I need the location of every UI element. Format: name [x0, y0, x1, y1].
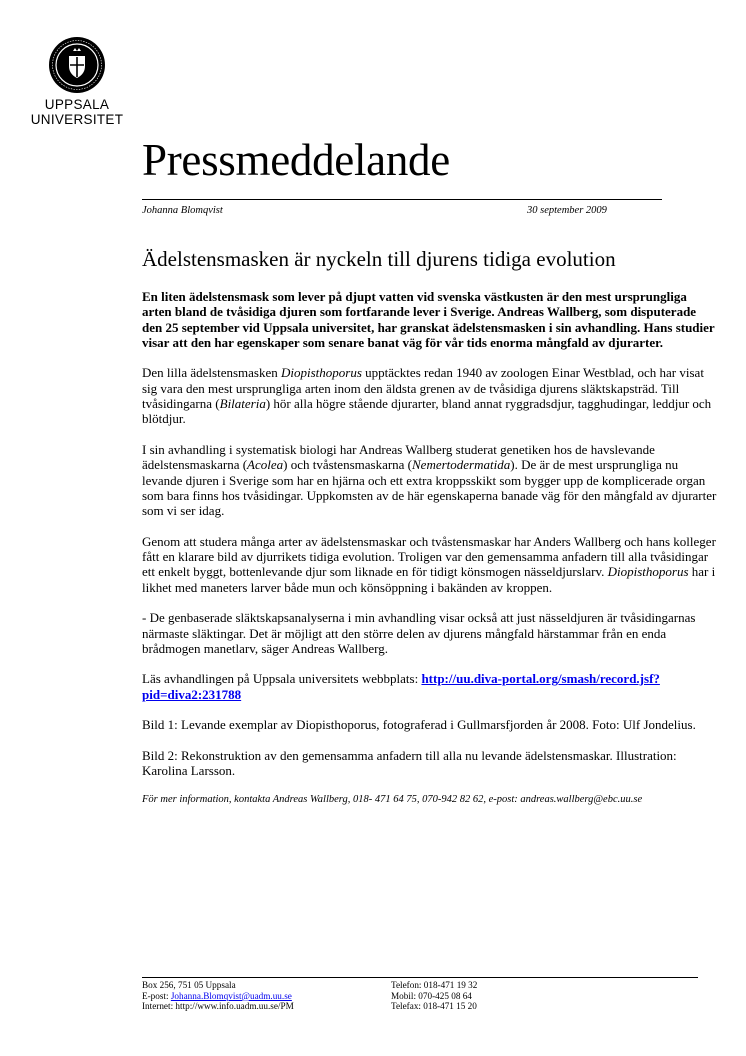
- paragraph-2: [142, 442, 717, 518]
- footer-address: Box 256, 751 05 Uppsala: [142, 980, 236, 990]
- footer-phone: Telefon: 018-471 19 32: [391, 980, 478, 990]
- p1-text-b: upptäcktes redan 1940 av zoologen Einar Westblad, och har visat sig vara den mest ursprungliga arten inom den äldsta grenen av de tvåsidiga djurens släktskapsträd. Till tvåsidingarna (: [142, 365, 704, 412]
- university-seal-icon: [48, 36, 106, 94]
- p2-text-b: ) och tvåstensmaskarna (: [283, 457, 413, 473]
- p2-taxon-1: Acolea: [247, 457, 284, 473]
- p3-text-a: Genom att studera många arter av ädelstensmaskar och tvåstensmaskar har Anders Wallberg och hans kolleger fått en klarare bild av djurrikets tidiga evolution. Troligen var den gemensamma anfadern till alla tvåsidingar ett enkelt byggt, bottenlevande djur som liknade en för tidigt könsmogen nässeldjurslarv.: [142, 533, 716, 580]
- paragraph-5: [142, 671, 717, 702]
- footer-right: [391, 980, 477, 1012]
- article-body: [142, 289, 717, 822]
- contact-info: För mer information, kontakta Andreas Wallberg, 018- 471 64 75, 070-942 82 62, e-post: andreas.wallberg@ebc.uu.se: [142, 793, 643, 805]
- footer-email-label: E-post:: [142, 990, 171, 1001]
- lead-paragraph: En liten ädelstensmask som lever på djupt vatten vid svenska västkusten är den mest ursprungliga arten bland de tvåsidiga djuren som fortfarande lever i Sverige. Andreas Wallberg, som disputerade den 25 september vid Uppsala universitet, har granskat ädelstensmasken i sin avhandling. Hans studier visar att den har egenskaper som senare banat väg för vår tids enorma mångfald av djurarter.: [142, 289, 715, 350]
- author: Johanna Blomqvist: [142, 205, 223, 216]
- thesis-link[interactable]: http://uu.diva-portal.org/smash/record.jsf?pid=diva2:231788: [142, 671, 660, 702]
- p5-text: Läs avhandlingen på Uppsala universitets webbplats:: [142, 671, 422, 687]
- p2-text-c: ). De är de mest ursprungliga nu levande djuren i Sverige som har en hjärna och ett extra kroppsskikt som bygger upp de komplicerade organ som bara finns hos tvåsidingar. Uppkomsten av de här egenskaperna banade väg för den mångfald av djurarter som vi ser idag.: [142, 457, 717, 519]
- footer-mobile: Mobil: 070-425 08 64: [391, 990, 472, 1001]
- paragraph-3: [142, 534, 717, 595]
- footer-divider: [142, 977, 698, 978]
- p1-text-c: ) hör alla högre stående djurarter, bland annat ryggradsdjur, tagghudingar, leddjur och blötdjur.: [142, 396, 712, 427]
- p1-text-a: Den lilla ädelstensmasken: [142, 365, 281, 381]
- p2-taxon-2: Nemertodermatida: [412, 457, 511, 473]
- footer-email-row: [142, 991, 294, 1002]
- p3-species: Diopisthoporus: [607, 564, 689, 580]
- paragraph-4: - De genbaserade släktskapsanalyserna i min avhandling visar också att just nässeldjuren är tvåsidingarnas närmaste släktingar. Det är möjligt att den större delen av djurens mångfald härstammar från en enda brådmogen manetlarv, säger Andreas Wallberg.: [142, 610, 696, 656]
- p1-species: Diopisthoporus: [281, 365, 362, 381]
- date: 30 september 2009: [527, 205, 607, 216]
- caption-1: Bild 1: Levande exemplar av Diopisthoporus, fotograferad i Gullmarsfjorden år 2008. Foto: Ulf Jondelius.: [142, 717, 696, 733]
- footer-internet: Internet: http://www.info.uadm.uu.se/PM: [142, 1001, 294, 1012]
- university-name-line1: UPPSALA: [44, 97, 110, 112]
- footer-fax: Telefax: 018-471 15 20: [391, 1001, 477, 1012]
- paragraph-1: [142, 365, 717, 426]
- university-name: [22, 97, 132, 127]
- page-title: Pressmeddelande: [142, 135, 450, 185]
- p3-text-b: har i likhet med maneters larver både mun och könsöppning i bakänden av kroppen.: [142, 564, 716, 595]
- p2-text-a: I sin avhandling i systematisk biologi har Andreas Wallberg studerat genetiken hos de havslevande ädelstensmaskarna (: [142, 441, 655, 473]
- university-name-line2: UNIVERSITET: [30, 112, 124, 127]
- footer-email-link[interactable]: Johanna.Blomqvist@uadm.uu.se: [170, 990, 292, 1001]
- p1-taxon: Bilateria: [219, 396, 266, 412]
- caption-2: Bild 2: Rekonstruktion av den gemensamma anfadern till alla nu levande ädelstensmaskar. Illustration: Karolina Larsson.: [142, 747, 677, 779]
- title-divider: [142, 199, 662, 200]
- article-headline: Ädelstensmasken är nyckeln till djurens tidiga evolution: [142, 247, 616, 271]
- footer-left: [142, 980, 294, 1012]
